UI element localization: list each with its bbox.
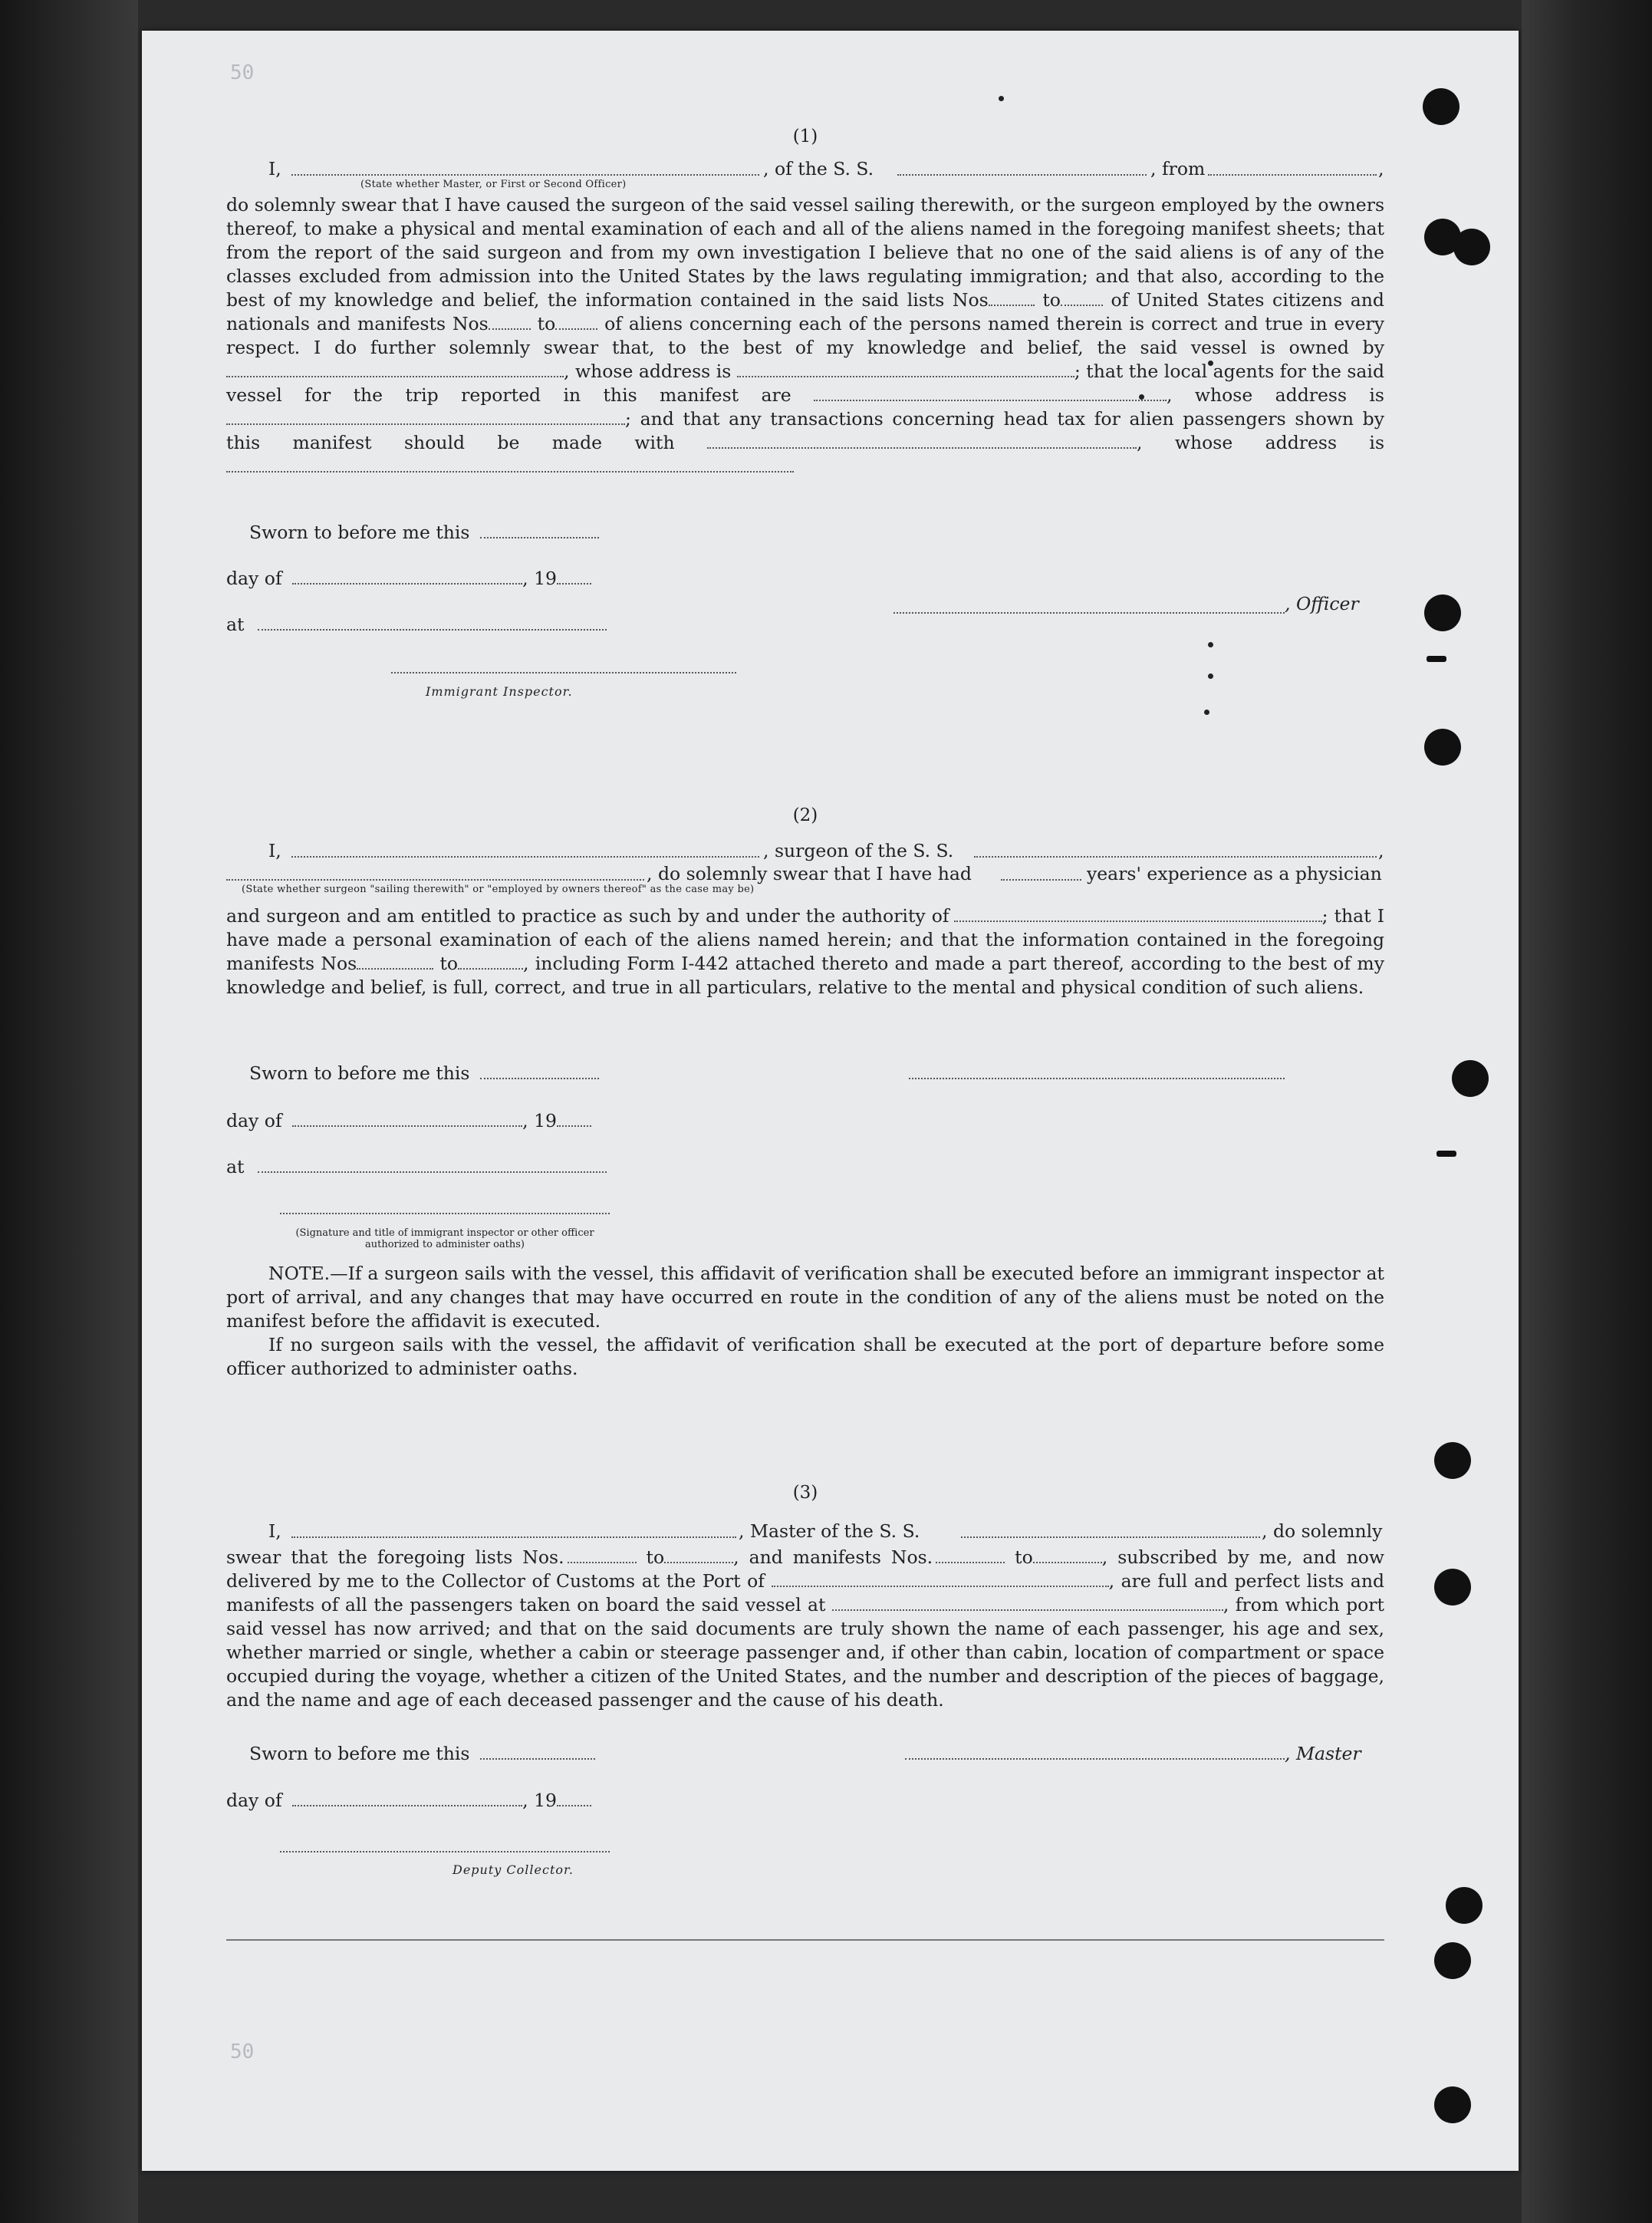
surgeon-vessel-field[interactable] [974,842,1377,858]
section-1-body: do solemnly swear that I have caused the surgeon of the said vessel sailing therewith, or the surgeon employed by the owners thereof, to make a physical and mental examination of each and all of the aliens named in the foregoing manifest sheets; that from the report of the said surgeon and from my own investigation I believe that no one of the said aliens is of any of the classes excluded from admission into the United States by the laws regulating immigration; and that also, according to the best of my knowledge and belief, the information contained in the said lists Nos to of United States citizens and nationals and manifests Nos to of aliens concerning each of the persons named therein is correct and true in every respect. I do further solemnly swear that, to the best of my knowledge and belief, the said vessel is owned by , whose address is ; that the local agents for the said vessel for the trip reported in this manifest are , whose address is ; and that any transactions concerning head tax for alien passengers shown by this manifest should be made with , whose address is [226,193,1384,479]
head-tax-contact-field[interactable] [707,433,1137,449]
section-1-heading: (1) [792,127,818,147]
ink-speck [1208,673,1213,679]
month-field[interactable] [292,1112,522,1127]
officer-label: , Officer [1285,593,1359,614]
inspector-signature-line[interactable] [280,1213,610,1214]
at-line-1: at [226,614,607,635]
collector-caption: Deputy Collector. [452,1862,574,1877]
head-tax-address-field[interactable] [226,457,794,473]
departure-port-field[interactable] [832,1596,1223,1611]
year-field[interactable] [557,569,591,585]
from-label: , from [1150,158,1206,179]
vessel-name-field[interactable] [897,160,1147,176]
master-manifests-to-field[interactable] [1033,1548,1102,1563]
surgeon-capacity-hint: (State whether surgeon "sailing therewith" or "employed by owners thereof" as the case may be) [242,884,755,895]
punch-hole [1423,88,1459,125]
month-field[interactable] [292,569,522,585]
owner-address-field[interactable] [737,362,1074,377]
inspector-caption: Immigrant Inspector. [426,684,573,699]
section-1-first-line [226,157,1384,183]
section-3-body: swear that the foregoing lists Nos. to , and manifests Nos. to , subscribed by me, and now delivered by me to the Collector of Customs at the Port of , are full and perfect lists and manifests of all the passengers taken on board the said vessel at , from which port said vessel has now arrived; and that on the said documents are truly shown the name of each passenger, his age and sex, whether married or single, whether a cabin or steerage passenger and, if other than cabin, location of compartment or space occupied during the voyage, whether a citizen of the United States, and the number and description of the pieces of baggage, and the name and age of each deceased passenger and the cause of his death. [226,1546,1384,1711]
years-experience-field[interactable] [1001,865,1081,881]
surgeon-manifest-from-field[interactable] [357,954,433,970]
punch-hole [1434,1442,1471,1479]
punch-mark [1436,1151,1456,1157]
surgeon-name-field[interactable] [291,842,759,858]
note-label: NOTE. [268,1263,331,1284]
manifests-to-field[interactable] [555,315,597,330]
ink-speck [1204,710,1209,715]
signature-caption: (Signature and title of immigrant inspector or other officer authorized to administer oaths) [295,1227,594,1250]
punch-hole [1434,1569,1471,1606]
year-field[interactable] [557,1112,591,1127]
sworn-line-3: Sworn to before me this [249,1743,595,1764]
master-lists-from-field[interactable] [568,1548,637,1563]
sworn-date-field[interactable] [480,1744,595,1760]
local-agents-field[interactable] [814,386,1167,401]
punch-hole [1452,1060,1489,1097]
surgeon-signature-line[interactable] [909,1078,1285,1079]
master-manifests-from-field[interactable] [936,1548,1005,1563]
punch-hole [1424,729,1461,766]
master-label: , Master [1285,1743,1361,1764]
lists-from-field[interactable] [989,291,1035,306]
master-name-field[interactable] [291,1523,736,1538]
scan-border-right [1522,0,1652,2223]
punch-hole [1434,2086,1471,2123]
bleed-through-page-number-bottom: 50 [230,2040,255,2063]
master-signature-line[interactable] [905,1758,1285,1760]
port-field[interactable] [772,1572,1109,1587]
sworn-line-1: Sworn to before me this [249,522,599,543]
bleed-through-page-number: 50 [230,61,255,84]
punch-hole [1434,1942,1471,1979]
note-paragraph: NOTE.—If a surgeon sails with the vessel, this affidavit of verification shall be executed before an immigrant inspector at port of arrival, and any changes that may have occurred en route in the condition of any of the aliens must be noted on the manifest before the affidavit is executed. [226,1263,1384,1332]
manifests-from-field[interactable] [489,315,531,330]
punch-hole [1446,1887,1483,1924]
document-page [142,31,1519,2171]
place-field[interactable] [258,1158,607,1173]
surgeon-capacity-field[interactable] [226,865,644,881]
sworn-line-2: Sworn to before me this [249,1062,599,1084]
ink-speck [1208,642,1213,647]
officer-name-field[interactable] [291,160,759,176]
officer-rank-hint: (State whether Master, or First or Second Officer) [360,179,627,190]
bottom-rule [226,1939,1384,1941]
day-of-line-1: day of , 19 [226,568,591,589]
section-2-line-1: I, , surgeon of the S. S. , [268,840,1384,861]
punch-hole [1424,594,1461,631]
month-field[interactable] [292,1791,522,1806]
affidavit-section-3 [226,1483,1384,1712]
day-of-line-3: day of , 19 [226,1790,591,1811]
scan-border-left [0,0,138,2223]
place-field[interactable] [258,615,607,631]
punch-hole [1453,229,1490,265]
agents-address-field[interactable] [226,410,625,425]
collector-signature-line[interactable] [280,1851,610,1852]
section-2-body: and surgeon and am entitled to practice as such by and under the authority of ; that I have made a personal examination of each of the aliens named herein; and that the information contained in the foregoing manifests Nos to , including Form I-442 attached thereto and made a part thereof, according to the best of my knowledge and belief, is full, correct, and true in all particulars, relative to the mental and physical condition of such aliens. [226,905,1384,998]
comma: , [1378,158,1384,179]
year-field[interactable] [557,1791,591,1806]
sworn-date-field[interactable] [480,523,599,538]
pronoun-i: I, [268,158,281,179]
master-vessel-field[interactable] [961,1523,1260,1538]
inspector-signature-line[interactable] [391,672,736,673]
affidavit-section-2 [226,805,1384,1000]
officer-signature-line[interactable] [893,612,1285,614]
day-of-line-2: day of , 19 [226,1110,591,1131]
authority-field[interactable] [954,907,1322,922]
section-2-line-2: , do solemnly swear that I have had years' experience as a physician [226,862,1384,884]
owner-field[interactable] [226,362,564,377]
ink-speck [999,96,1004,101]
master-lists-to-field[interactable] [664,1548,733,1563]
lists-to-field[interactable] [1061,291,1103,306]
note-paragraph-2: If no surgeon sails with the vessel, the affidavit of verification shall be executed at the port of departure before some officer authorized to administer oaths. [226,1334,1384,1379]
from-port-field[interactable] [1208,160,1377,176]
affidavit-section-1 [226,127,1384,479]
surgeon-manifest-to-field[interactable] [458,954,523,970]
note-block [226,1262,1384,1381]
section-2-heading: (2) [792,805,818,825]
of-the-ss-label: , of the S. S. [763,158,874,179]
at-line-2: at [226,1156,607,1177]
section-3-heading: (3) [792,1483,818,1503]
punch-mark [1427,656,1446,662]
sworn-date-field[interactable] [480,1064,599,1079]
section-3-line-1: I, , Master of the S. S. , do solemnly [268,1520,1383,1542]
